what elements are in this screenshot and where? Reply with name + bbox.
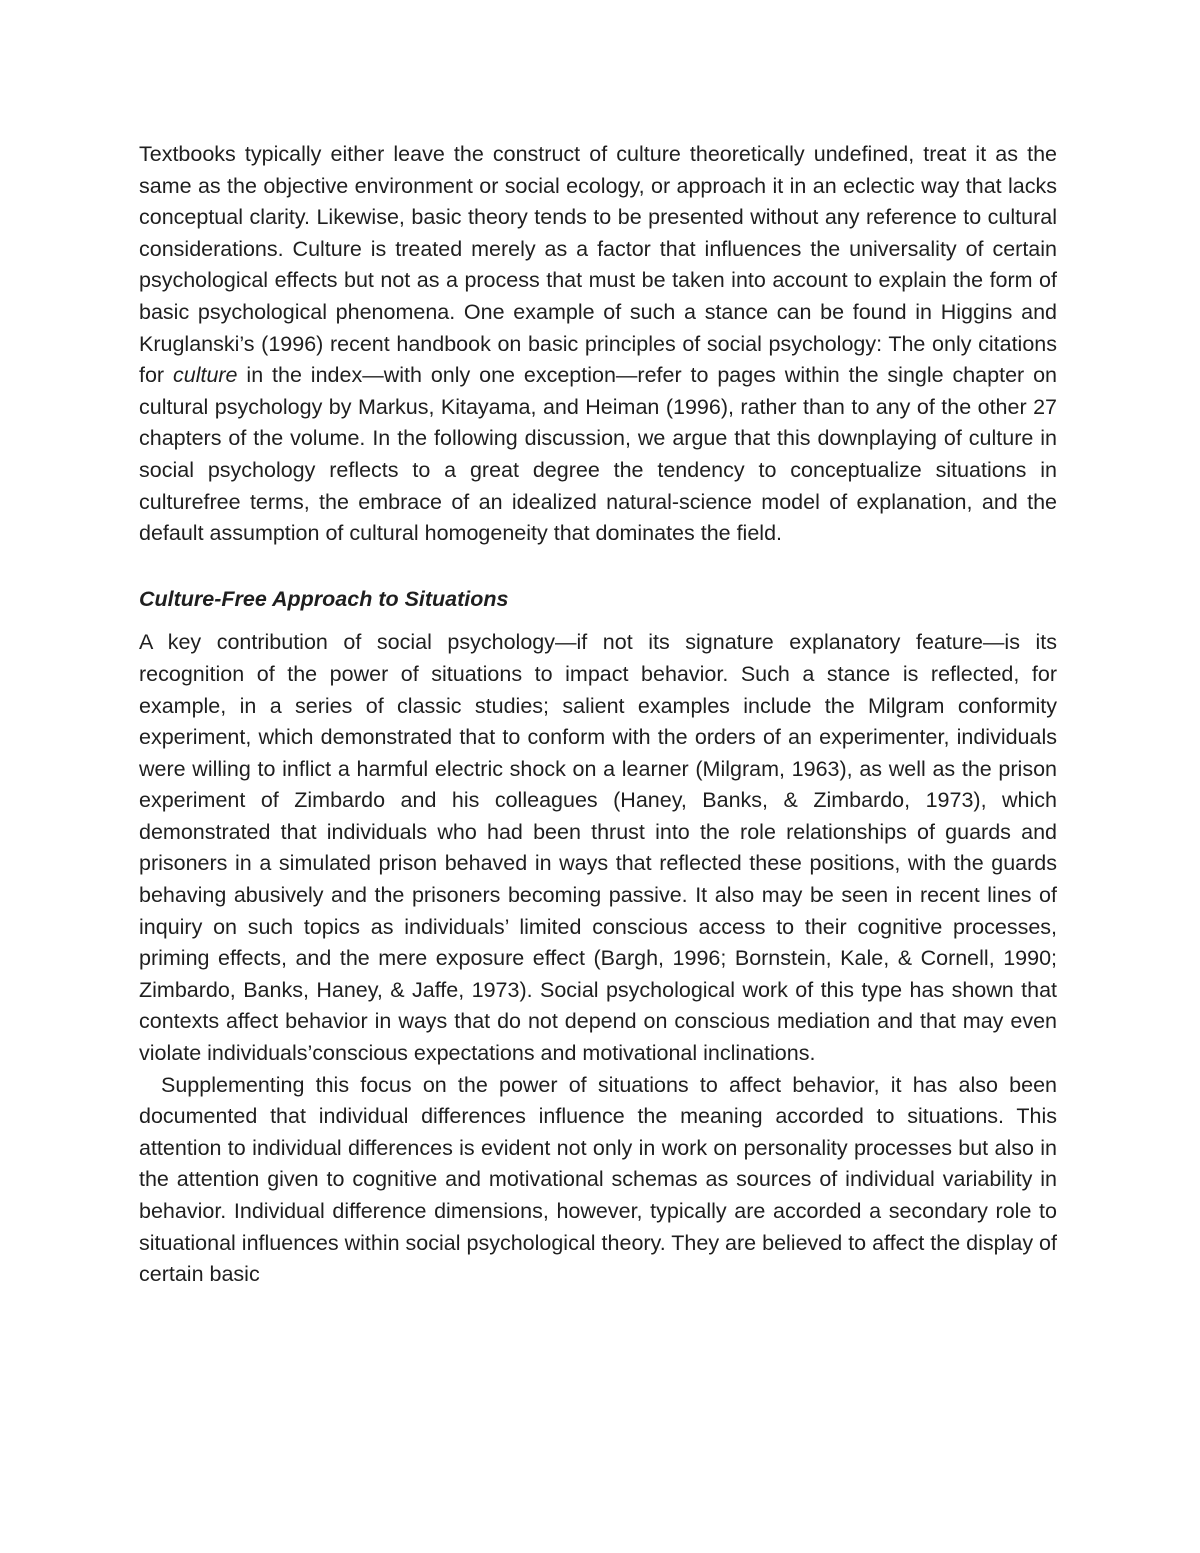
body-paragraph-1 [139,139,1057,550]
body-paragraph-3: Supplementing this focus on the power of situations to affect behavior, it has also been documented that individual differences influence the meaning accorded to situations. This attention to individual differences is evident not only in work on personality processes but also in the attention given to cognitive and motivational schemas as sources of individual variability in behavior. Individual difference dimensions, however, typically are accorded a secondary role to situational influences within social psychological theory. They are believed to affect the display of certain basic [139,1072,1057,1287]
document-page [139,139,1057,1291]
body-paragraph-2: A key contribution of social psychology—if not its signature explanatory feature—is its recognition of the power of situations to impact behavior. Such a stance is reflected, for example, in a series of classic studies; salient examples include the Milgram conformity experiment, which demonstrated that to conform with the orders of an experimenter, individuals were willing to inflict a harmful electric shock on a learner (Milgram, 1963), as well as the prison experiment of Zimbardo and his colleagues (Haney, Banks, & Zimbardo, 1973), which demonstrated that individuals who had been thrust into the role relationships of guards and prisoners in a simulated prison behaved in ways that reflected these positions, with the guards behaving abusively and the prisoners becoming passive. It also may be seen in recent lines of inquiry on such topics as individuals’ limited conscious access to their cognitive processes, priming effects, and the mere exposure effect (Bargh, 1996; Bornstein, Kale, & Cornell, 1990; Zimbardo, Banks, Haney, & Jaffe, 1973). Social psychological work of this type has shown that contexts affect behavior in ways that do not depend on conscious mediation and that may even violate individuals’conscious expectations and motivational inclinations. [139,630,1057,1066]
paragraph-1-text-a: Textbooks typically either leave the construct of culture theoretically undefined, treat it as the same as the objective environment or social ecology, or approach it in an eclectic way that lacks conceptual clarity. Likewise, basic theory tends to be presented without any reference to cultural considerations. Culture is treated merely as a factor that influences the universality of certain psychological effects but not as a process that must be taken into account to explain the form of basic psychological phenomena. One example of such a stance can be found in Higgins and Kruglanski’s (1996) recent handbook on basic principles of social psychology: The only citations for [139,142,1057,388]
section-heading: Culture-Free Approach to Situations [139,586,509,611]
paragraph-1-italic-term: culture [172,363,238,388]
paragraph-1-text-b: in the index—with only one exception—refer to pages within the single chapter on cultural psychology by Markus, Kitayama, and Heiman (1996), rather than to any of the other 27 chapters of the volume. In the following discussion, we argue that this downplaying of culture in social psychology reflects to a great degree the tendency to conceptualize situations in culturefree terms, the embrace of an idealized natural-science model of explanation, and the default assumption of cultural homogeneity that dominates the field. [139,363,1057,546]
